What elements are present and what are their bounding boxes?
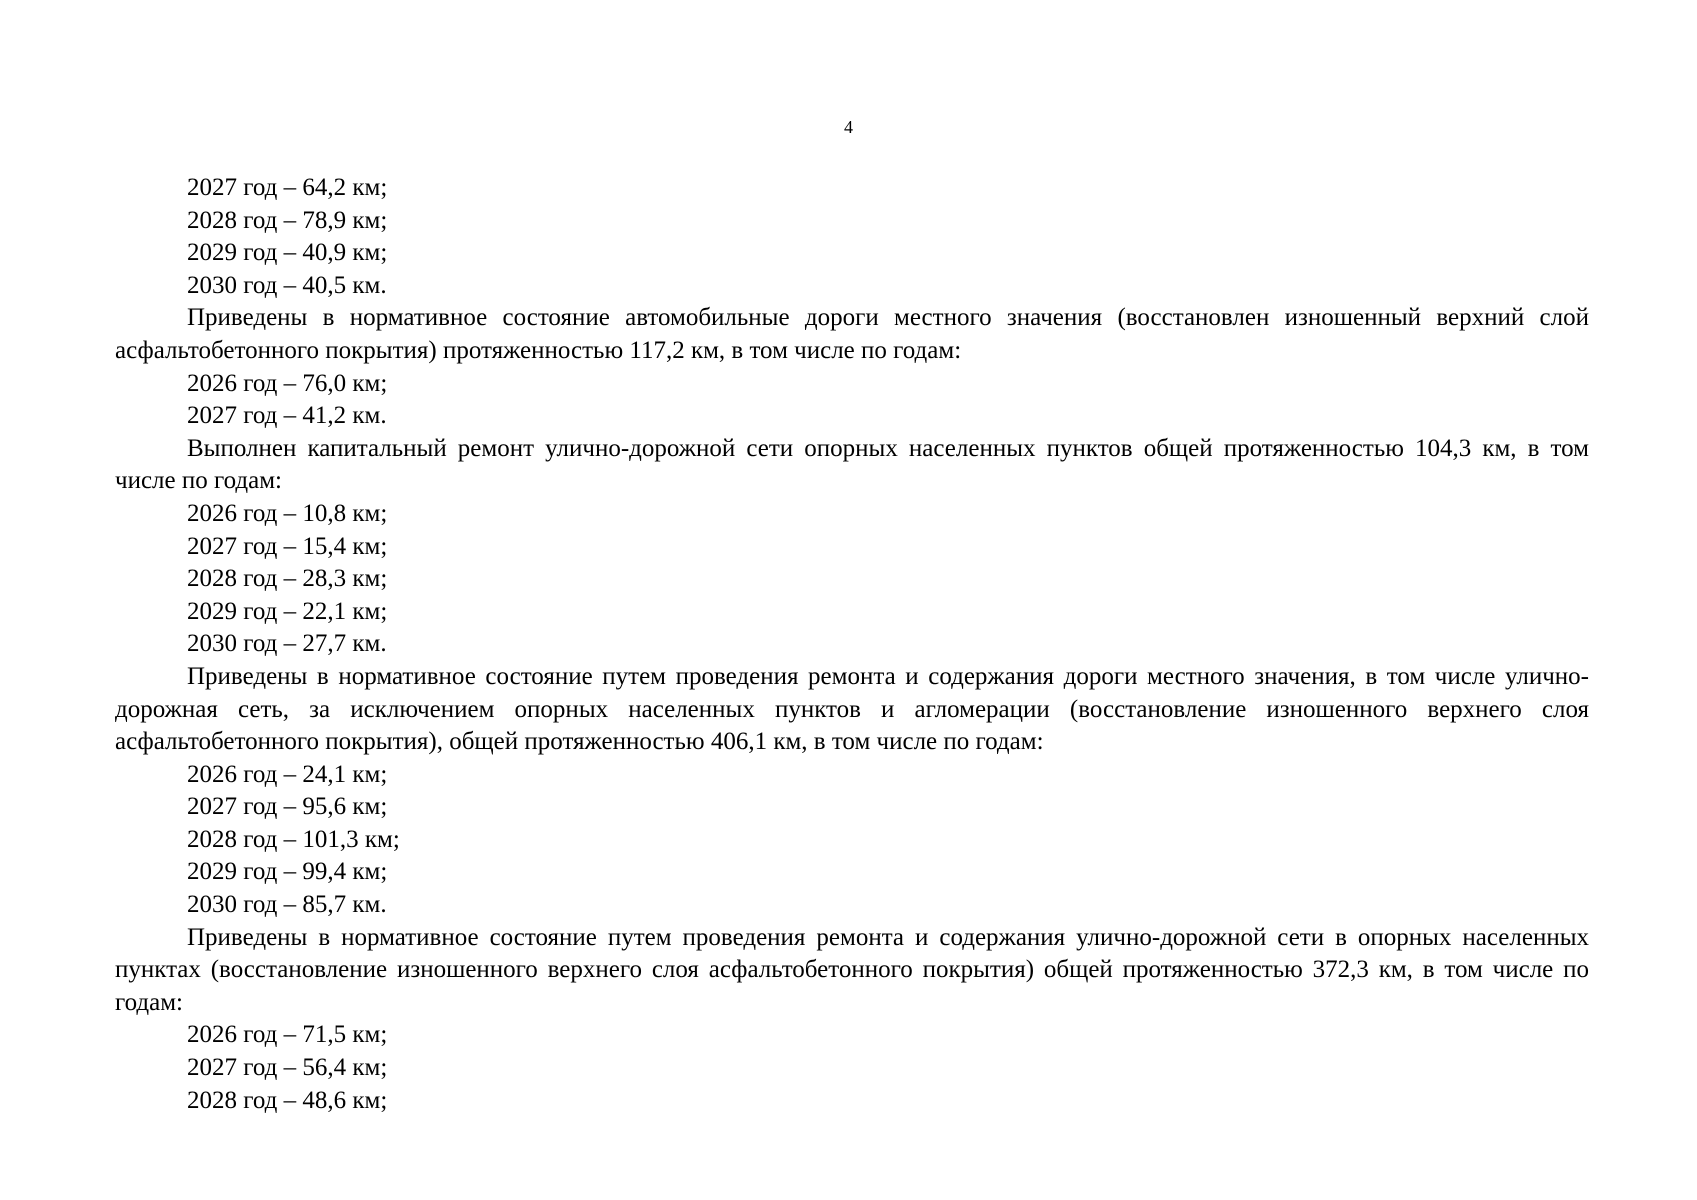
paragraph: Приведены в нормативное состояние путем проведения ремонта и содержания улично-дорожной сети в опорных населенных пунктах (восстановление изношенного верхнего слоя асфальтобетонного покрытия) общей протяженностью 372,3 км, в том числе по годам: [115,923,1589,1016]
year-line: 2026 год – 10,8 км; [187,499,388,527]
year-line: 2027 год – 41,2 км. [187,402,387,430]
year-line: 2030 год – 40,5 км. [187,271,387,299]
year-line: 2028 год – 28,3 км; [187,565,388,593]
year-line: 2028 год – 78,9 км; [187,206,388,234]
paragraph: Выполнен капитальный ремонт улично-дорожной сети опорных населенных пунктов общей протяженностью 104,3 км, в том числе по годам: [115,434,1589,495]
year-line: 2027 год – 56,4 км; [187,1054,388,1082]
year-line: 2027 год – 15,4 км; [187,532,388,560]
year-line: 2026 год – 71,5 км; [187,1021,388,1049]
year-line: 2027 год – 64,2 км; [187,174,388,201]
document-body [115,172,1589,1117]
year-line: 2029 год – 99,4 км; [187,858,388,886]
paragraph: Приведены в нормативное состояние путем проведения ремонта и содержания дороги местного значения, в том числе улично-дорожная сеть, за исключением опорных населенных пунктов и агломерации (восстановление изношенного верхнего слоя асфальтобетонного покрытия), общей протяженностью 406,1 км, в том числе по годам: [115,662,1589,756]
year-line: 2027 год – 95,6 км; [187,793,388,821]
paragraph: Приведены в нормативное состояние автомобильные дороги местного значения (восстановлен изношенный верхний слой асфальтобетонного покрытия) протяженностью 117,2 км, в том числе по годам: [115,304,1589,364]
year-line: 2028 год – 101,3 км; [187,825,400,853]
year-line: 2029 год – 40,9 км; [187,239,388,267]
year-line: 2029 год – 22,1 км; [187,597,388,625]
page-number: 4 [844,117,853,137]
year-line: 2028 год – 48,6 км; [187,1086,388,1114]
year-line: 2030 год – 27,7 км. [187,630,387,658]
year-line: 2026 год – 24,1 км; [187,760,388,788]
year-line: 2026 год – 76,0 км; [187,369,388,397]
year-line: 2030 год – 85,7 км. [187,891,387,919]
